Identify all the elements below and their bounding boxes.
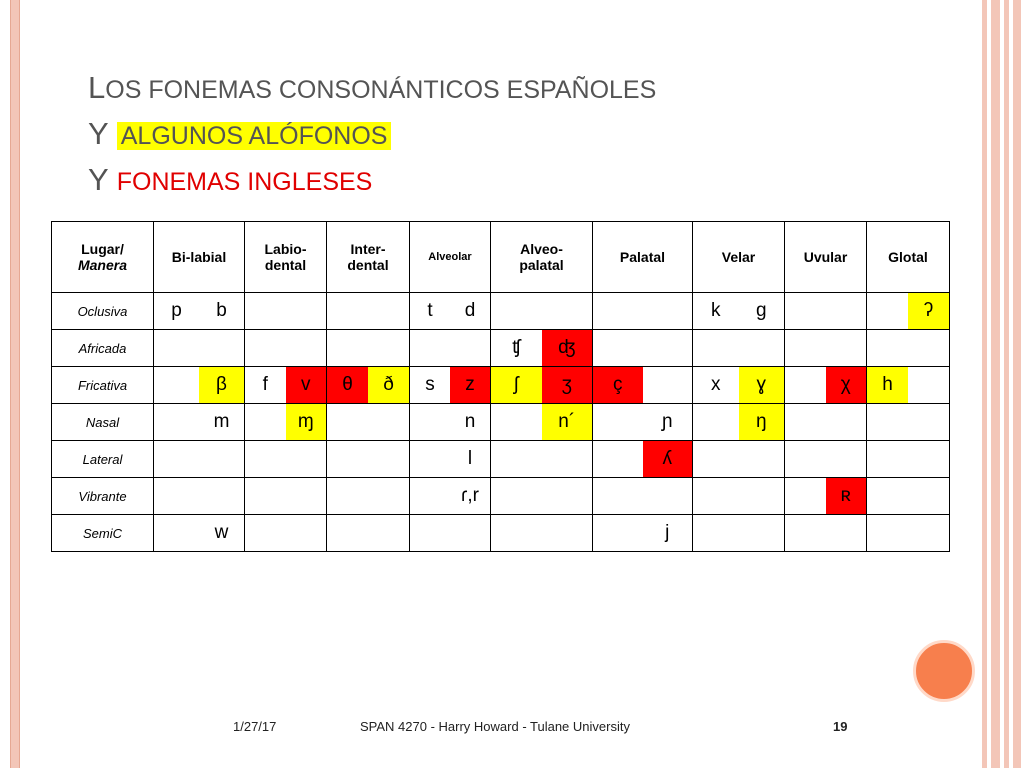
table-row [52, 441, 950, 478]
voiceless-symbol [867, 441, 908, 477]
header-manner-label: Manera [77, 257, 128, 273]
voiceless-symbol [154, 330, 199, 366]
voiceless-symbol: x [711, 374, 721, 395]
voiceless-symbol [154, 478, 199, 514]
table-cell [410, 441, 491, 478]
table-row [52, 515, 950, 552]
table-body [52, 293, 950, 552]
voiceless-symbol [154, 515, 199, 551]
voiced-symbol [368, 441, 409, 477]
voiced-symbol: b [216, 300, 227, 321]
voiceless-symbol [491, 441, 542, 477]
voiceless-symbol: p [171, 300, 182, 321]
voiced-symbol [286, 293, 327, 329]
voiced-symbol: w [214, 522, 229, 543]
voiceless-symbol [327, 478, 368, 514]
header-col: Glotal [867, 222, 950, 293]
voiced-symbol [368, 293, 409, 329]
header-col: Bi-labial [154, 222, 245, 293]
voiced-symbol: χ [826, 367, 867, 403]
table-cell [593, 404, 693, 441]
header-col: Uvular [785, 222, 867, 293]
frame-stripe-right-2 [991, 0, 1000, 768]
voiced-symbol [739, 330, 785, 366]
voiceless-symbol: ç [593, 367, 643, 403]
voiced-symbol [286, 515, 327, 551]
voiced-symbol: g [755, 300, 767, 321]
frame-stripe-left [10, 0, 20, 768]
table-row [52, 404, 950, 441]
table-cell [327, 478, 410, 515]
voiceless-symbol [245, 330, 286, 366]
table-cell [693, 367, 785, 404]
table-cell [593, 330, 693, 367]
table-cell [245, 404, 327, 441]
header-col: Velar [693, 222, 785, 293]
voiced-symbol [739, 515, 785, 551]
voiceless-symbol [693, 404, 739, 440]
voiceless-symbol: s [425, 374, 435, 395]
voiced-symbol [908, 441, 949, 477]
table-cell [785, 478, 867, 515]
voiceless-symbol [245, 478, 286, 514]
voiceless-symbol [785, 478, 826, 514]
voiced-symbol: ŋ [739, 404, 785, 440]
table-cell [410, 293, 491, 330]
title-line-1-initial: L [88, 70, 106, 105]
decorative-circle [913, 640, 975, 702]
voiced-symbol: m [213, 411, 230, 432]
table-row [52, 330, 950, 367]
voiced-symbol [199, 478, 244, 514]
voiceless-symbol [693, 330, 739, 366]
voiced-symbol [368, 478, 409, 514]
voiceless-symbol [593, 515, 643, 551]
voiceless-symbol [867, 293, 908, 329]
voiced-symbol [908, 330, 949, 366]
voiceless-symbol: ʧ [512, 337, 521, 358]
manner-label: Africada [52, 330, 154, 367]
footer-page-number: 19 [833, 719, 848, 734]
table-cell [327, 441, 410, 478]
voiceless-symbol [593, 293, 643, 329]
voiced-symbol: ɱ [286, 404, 327, 440]
table-cell [410, 515, 491, 552]
table-cell [867, 515, 950, 552]
voiceless-symbol [593, 404, 643, 440]
voiceless-symbol [491, 478, 542, 514]
voiceless-symbol [867, 330, 908, 366]
voiced-symbol: d [464, 300, 476, 321]
voiceless-symbol [593, 441, 643, 477]
slide-title [88, 66, 968, 204]
voiced-symbol [826, 293, 867, 329]
table-cell [593, 478, 693, 515]
title-allophones-highlight: ALGUNOS ALÓFONOS [117, 122, 392, 150]
voiced-symbol: ʔ [908, 293, 949, 329]
voiceless-symbol [154, 367, 199, 403]
table-cell [785, 515, 867, 552]
table-cell [154, 367, 245, 404]
footer-course: SPAN 4270 - Harry Howard - Tulane University [360, 719, 630, 734]
voiced-symbol [450, 515, 490, 551]
voiceless-symbol [785, 367, 826, 403]
table-cell [491, 367, 593, 404]
header-corner [52, 222, 154, 293]
voiced-symbol [542, 515, 593, 551]
table-cell [593, 441, 693, 478]
voiceless-symbol [867, 515, 908, 551]
table-cell [693, 515, 785, 552]
voiced-symbol: v [286, 367, 327, 403]
voiced-symbol [826, 515, 867, 551]
voiceless-symbol [785, 441, 826, 477]
voiced-symbol: ʎ [643, 441, 693, 477]
voiced-symbol: ɣ [739, 367, 785, 403]
table-header-row [52, 222, 950, 293]
table-cell [327, 404, 410, 441]
table-cell [491, 478, 593, 515]
table-cell [154, 441, 245, 478]
voiceless-symbol [327, 404, 368, 440]
table-cell [693, 404, 785, 441]
title-line-1-text: OS FONEMAS CONSONÁNTICOS ESPAÑOLES [105, 76, 657, 104]
voiced-symbol [908, 404, 949, 440]
voiced-symbol [542, 293, 593, 329]
voiced-symbol [908, 515, 949, 551]
voiceless-symbol [785, 515, 826, 551]
manner-label: SemiC [52, 515, 154, 552]
voiced-symbol [643, 478, 693, 514]
frame-stripe-right-1 [982, 0, 987, 768]
table-cell [245, 367, 327, 404]
voiceless-symbol [327, 293, 368, 329]
voiced-symbol: β [199, 367, 244, 403]
manner-label: Lateral [52, 441, 154, 478]
table-cell [867, 441, 950, 478]
voiced-symbol: j [665, 522, 670, 543]
voiced-symbol: ɲ [661, 411, 673, 432]
voiceless-symbol [693, 478, 739, 514]
table-cell [491, 330, 593, 367]
title-line-2 [88, 112, 968, 158]
voiceless-symbol: f [262, 374, 268, 395]
voiceless-symbol [245, 293, 286, 329]
voiced-symbol [368, 330, 409, 366]
table-cell [327, 330, 410, 367]
manner-label: Oclusiva [52, 293, 154, 330]
voiceless-symbol [693, 515, 739, 551]
voiceless-symbol [410, 515, 450, 551]
consonant-table [51, 221, 950, 552]
table-cell [410, 404, 491, 441]
voiced-symbol: ʤ [542, 330, 593, 366]
voiceless-symbol: k [711, 300, 721, 321]
voiced-symbol [643, 367, 693, 403]
voiceless-symbol [867, 478, 908, 514]
table-cell [245, 515, 327, 552]
voiced-symbol [826, 441, 867, 477]
voiceless-symbol [327, 515, 368, 551]
table-cell [154, 404, 245, 441]
voiced-symbol [199, 441, 244, 477]
voiceless-symbol [410, 478, 450, 514]
voiceless-symbol [785, 293, 826, 329]
header-col: Alveo-palatal [491, 222, 593, 293]
table-cell [785, 293, 867, 330]
table-cell [693, 478, 785, 515]
voiced-symbol [643, 293, 693, 329]
title-line-3-initial: Y [88, 162, 117, 197]
voiceless-symbol [410, 441, 450, 477]
voiceless-symbol [491, 515, 542, 551]
voiceless-symbol [410, 404, 450, 440]
manner-label: Nasal [52, 404, 154, 441]
table-row [52, 367, 950, 404]
table-cell [593, 515, 693, 552]
manner-label: Fricativa [52, 367, 154, 404]
voiceless-symbol [245, 441, 286, 477]
table-row [52, 478, 950, 515]
table-cell [785, 404, 867, 441]
voiced-symbol: ʒ [542, 367, 593, 403]
voiceless-symbol: ʃ [491, 367, 542, 403]
voiceless-symbol [245, 515, 286, 551]
frame-stripe-right-4 [1013, 0, 1021, 768]
voiceless-symbol [693, 441, 739, 477]
table-row [52, 293, 950, 330]
voiced-symbol [368, 404, 409, 440]
voiced-symbol [542, 441, 593, 477]
voiced-symbol: l [467, 448, 473, 469]
table-cell [245, 441, 327, 478]
voiced-symbol: ð [368, 367, 409, 403]
table-cell [154, 330, 245, 367]
table-cell [245, 478, 327, 515]
voiceless-symbol [245, 404, 286, 440]
voiced-symbol: ɾ,r [461, 485, 479, 506]
table-cell [327, 515, 410, 552]
table-cell [154, 515, 245, 552]
table-cell [593, 367, 693, 404]
table-cell [785, 441, 867, 478]
title-english-phonemes: FONEMAS INGLESES [116, 168, 373, 196]
voiced-symbol: n [464, 411, 476, 432]
voiced-symbol [542, 478, 593, 514]
table-cell [867, 367, 950, 404]
table-cell [245, 293, 327, 330]
table-cell [491, 441, 593, 478]
voiced-symbol: z [450, 367, 490, 403]
table-cell [491, 293, 593, 330]
voiced-symbol [908, 367, 949, 403]
voiceless-symbol: θ [327, 367, 368, 403]
voiced-symbol [286, 441, 327, 477]
title-line-1 [88, 66, 968, 112]
table-cell [410, 367, 491, 404]
table-cell [245, 330, 327, 367]
title-line-3 [88, 158, 968, 204]
header-col: Palatal [593, 222, 693, 293]
header-place-label: Lugar/ [81, 241, 124, 257]
table-cell [867, 293, 950, 330]
voiceless-symbol [785, 404, 826, 440]
table-cell [491, 404, 593, 441]
table-cell [867, 330, 950, 367]
frame-stripe-right-3 [1004, 0, 1009, 768]
table-cell [693, 330, 785, 367]
voiced-symbol: n´ [542, 404, 593, 440]
voiced-symbol [739, 478, 785, 514]
table-cell [410, 330, 491, 367]
table-cell [410, 478, 491, 515]
footer-date: 1/27/17 [233, 719, 277, 734]
table-cell [154, 293, 245, 330]
voiceless-symbol [327, 330, 368, 366]
voiceless-symbol [154, 441, 199, 477]
voiceless-symbol [154, 404, 199, 440]
table-cell [593, 293, 693, 330]
table-cell [693, 441, 785, 478]
voiced-symbol [739, 441, 785, 477]
voiceless-symbol [867, 404, 908, 440]
voiceless-symbol [785, 330, 826, 366]
table-cell [693, 293, 785, 330]
table-cell [327, 293, 410, 330]
voiced-symbol [908, 478, 949, 514]
voiced-symbol: ʀ [826, 478, 867, 514]
voiceless-symbol [491, 293, 542, 329]
voiced-symbol [286, 330, 327, 366]
voiceless-symbol [491, 404, 542, 440]
voiceless-symbol [593, 478, 643, 514]
voiceless-symbol: t [427, 300, 433, 321]
voiceless-symbol [593, 330, 643, 366]
table-cell [785, 330, 867, 367]
header-col: Alveolar [410, 222, 491, 293]
table-cell [785, 367, 867, 404]
manner-label: Vibrante [52, 478, 154, 515]
table-cell [154, 478, 245, 515]
voiceless-symbol: h [867, 367, 908, 403]
voiceless-symbol [410, 330, 450, 366]
voiced-symbol [199, 330, 244, 366]
table-cell [327, 367, 410, 404]
voiced-symbol [368, 515, 409, 551]
voiced-symbol [643, 330, 693, 366]
voiced-symbol [450, 330, 490, 366]
header-col: Inter-dental [327, 222, 410, 293]
table-cell [867, 404, 950, 441]
header-col: Labio-dental [245, 222, 327, 293]
table-cell [867, 478, 950, 515]
table-cell [491, 515, 593, 552]
title-line-2-initial: Y [88, 116, 117, 151]
voiced-symbol [286, 478, 327, 514]
voiced-symbol [826, 330, 867, 366]
voiceless-symbol [327, 441, 368, 477]
voiced-symbol [826, 404, 867, 440]
